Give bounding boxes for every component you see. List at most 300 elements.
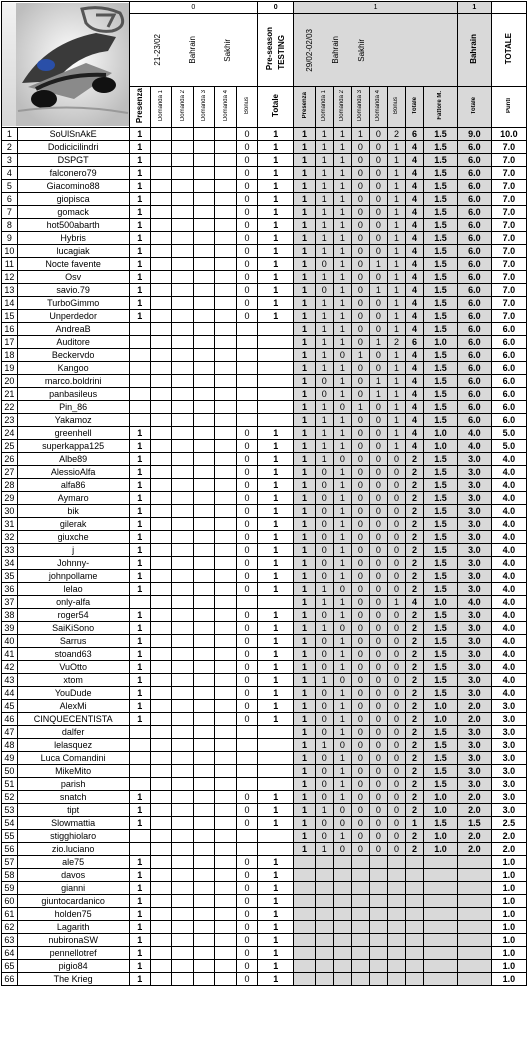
fattore-m-cell: 1.0 xyxy=(424,427,458,440)
totale-cell: 1 xyxy=(258,895,294,908)
rank-cell: 60 xyxy=(2,895,18,908)
domanda-1-cell xyxy=(150,622,171,635)
r1-bonus-cell: 1 xyxy=(387,258,405,271)
domanda-4-cell xyxy=(215,349,236,362)
r1-domanda-2-cell: 1 xyxy=(333,557,351,570)
domanda-1-cell xyxy=(150,193,171,206)
gp-totale-cell: 3.0 xyxy=(457,622,491,635)
r1-bonus-cell: 1 xyxy=(387,596,405,609)
table-row xyxy=(2,453,527,466)
domanda-2-cell xyxy=(172,570,193,583)
domanda-4-cell xyxy=(215,596,236,609)
player-name-cell: snatch xyxy=(17,791,129,804)
r1-domanda-3-cell: 0 xyxy=(351,362,369,375)
r1-domanda-1-cell: 1 xyxy=(315,843,333,856)
domanda-1-cell xyxy=(150,466,171,479)
bonus-cell: 0 xyxy=(236,479,257,492)
r1-totale-cell: 4 xyxy=(405,284,423,297)
r1-domanda-4-cell: 0 xyxy=(369,128,387,141)
presenza-cell: 1 xyxy=(129,245,150,258)
domanda-2-cell xyxy=(172,960,193,973)
event1-date: 29/02-02/03 xyxy=(305,28,315,72)
rank-cell: 27 xyxy=(2,466,18,479)
player-name-cell: greenhell xyxy=(17,427,129,440)
r1-domanda-1-cell: 0 xyxy=(315,492,333,505)
domanda-2-cell xyxy=(172,973,193,986)
bonus-cell: 0 xyxy=(236,505,257,518)
r1-presenza-cell: 1 xyxy=(294,635,315,648)
player-name-cell: ale75 xyxy=(17,856,129,869)
gp-totale-cell: 6.0 xyxy=(457,180,491,193)
domanda-1-cell xyxy=(150,440,171,453)
fattore-m-cell: 1.5 xyxy=(424,726,458,739)
rank-cell: 30 xyxy=(2,505,18,518)
r1-totale-cell: 4 xyxy=(405,323,423,336)
table-row xyxy=(2,518,527,531)
domanda-1-cell xyxy=(150,700,171,713)
r1-domanda-4-cell: 0 xyxy=(369,726,387,739)
r1-domanda-3-cell: 1 xyxy=(351,401,369,414)
table-row xyxy=(2,167,527,180)
r1-bonus-cell: 0 xyxy=(387,583,405,596)
r1-presenza-cell: 1 xyxy=(294,648,315,661)
r1-domanda-3-cell: 0 xyxy=(351,557,369,570)
bonus-cell: 0 xyxy=(236,544,257,557)
fattore-m-cell: 1.5 xyxy=(424,388,458,401)
r1-totale-cell: 2 xyxy=(405,609,423,622)
r1-domanda-1-cell: 1 xyxy=(315,401,333,414)
totale-cell: 1 xyxy=(258,713,294,726)
r1-totale-cell: 4 xyxy=(405,193,423,206)
bonus-cell xyxy=(236,778,257,791)
rank-cell: 9 xyxy=(2,232,18,245)
domanda-3-cell xyxy=(193,752,214,765)
gp-totale-cell: 3.0 xyxy=(457,518,491,531)
fattore-m-cell: 1.5 xyxy=(424,661,458,674)
r1-bonus-cell: 0 xyxy=(387,674,405,687)
r1-domanda-1-cell: 1 xyxy=(315,141,333,154)
r1-domanda-3-cell: 0 xyxy=(351,492,369,505)
presenza-cell: 1 xyxy=(129,258,150,271)
gp-totale-cell: 2.0 xyxy=(457,830,491,843)
punti-cell: 4.0 xyxy=(491,661,526,674)
r1-domanda-1-cell: 1 xyxy=(315,128,333,141)
r1-domanda-3-cell: 0 xyxy=(351,804,369,817)
domanda-4-cell xyxy=(215,674,236,687)
totale-cell: 1 xyxy=(258,882,294,895)
fattore-m-cell: 1.5 xyxy=(424,232,458,245)
r1-presenza-cell: 1 xyxy=(294,466,315,479)
player-name-cell: giuntocardanico xyxy=(17,895,129,908)
table-row xyxy=(2,765,527,778)
table-row xyxy=(2,726,527,739)
r1-domanda-1-cell: 1 xyxy=(315,245,333,258)
table-row xyxy=(2,427,527,440)
bonus-cell: 0 xyxy=(236,895,257,908)
domanda-1-cell xyxy=(150,271,171,284)
domanda-4-cell xyxy=(215,180,236,193)
r1-bonus-cell: 1 xyxy=(387,284,405,297)
domanda-4-cell xyxy=(215,505,236,518)
r1-domanda-1-cell: 1 xyxy=(315,310,333,323)
r1-domanda-2-cell: 0 xyxy=(333,817,351,830)
r1-domanda-2-cell: 0 xyxy=(333,349,351,362)
gp-totale-cell xyxy=(457,908,491,921)
table-row xyxy=(2,648,527,661)
punti-cell: 1.0 xyxy=(491,960,526,973)
r1-totale-cell: 2 xyxy=(405,661,423,674)
r1-domanda-2-cell: 1 xyxy=(333,336,351,349)
rank-cell: 23 xyxy=(2,414,18,427)
r1-presenza-cell: 1 xyxy=(294,219,315,232)
totale-cell xyxy=(258,726,294,739)
r1-bonus-cell: 0 xyxy=(387,726,405,739)
r1-presenza-cell: 1 xyxy=(294,401,315,414)
domanda-2-cell xyxy=(172,596,193,609)
domanda-2-cell xyxy=(172,427,193,440)
totale-cell: 1 xyxy=(258,934,294,947)
domanda-3-cell xyxy=(193,284,214,297)
preseason-info xyxy=(258,14,294,87)
r1-totale-cell: 4 xyxy=(405,362,423,375)
r1-domanda-3-cell xyxy=(351,934,369,947)
r1-domanda-2-cell: 1 xyxy=(333,609,351,622)
domanda-4-cell xyxy=(215,895,236,908)
r1-domanda-2-cell xyxy=(333,947,351,960)
r1-domanda-3-cell: 0 xyxy=(351,141,369,154)
r1-totale-cell: 2 xyxy=(405,739,423,752)
bonus-cell xyxy=(236,843,257,856)
domanda-4-cell xyxy=(215,492,236,505)
r1-domanda-3-cell: 0 xyxy=(351,427,369,440)
r1-presenza-cell: 1 xyxy=(294,232,315,245)
r1-domanda-2-cell: 1 xyxy=(333,466,351,479)
domanda-1-cell xyxy=(150,180,171,193)
r1-domanda-3-cell xyxy=(351,921,369,934)
preseason-line1: Pre-season xyxy=(264,26,274,71)
r1-domanda-2-cell: 1 xyxy=(333,635,351,648)
domanda-1-cell xyxy=(150,882,171,895)
rank-cell: 61 xyxy=(2,908,18,921)
gp-totale-cell: 6.0 xyxy=(457,232,491,245)
table-row xyxy=(2,505,527,518)
table-row xyxy=(2,752,527,765)
rank-cell: 48 xyxy=(2,739,18,752)
r1-domanda-1-cell: 1 xyxy=(315,440,333,453)
r1-domanda-4-cell xyxy=(369,973,387,986)
r1-totale-cell: 4 xyxy=(405,180,423,193)
col-domanda-3: Domanda 3 xyxy=(193,87,214,128)
bonus-cell xyxy=(236,726,257,739)
punti-cell: 3.0 xyxy=(491,791,526,804)
r1-presenza-cell: 1 xyxy=(294,128,315,141)
punti-cell: 3.0 xyxy=(491,700,526,713)
r1-bonus-cell: 1 xyxy=(387,271,405,284)
gp-totale-cell xyxy=(457,882,491,895)
domanda-4-cell xyxy=(215,245,236,258)
player-name-cell: Hybris xyxy=(17,232,129,245)
bonus-cell: 0 xyxy=(236,700,257,713)
punti-cell: 7.0 xyxy=(491,297,526,310)
gp-totale-cell: 6.0 xyxy=(457,297,491,310)
totale-cell: 1 xyxy=(258,921,294,934)
r1-bonus-cell: 0 xyxy=(387,739,405,752)
domanda-3-cell xyxy=(193,232,214,245)
fattore-m-cell: 1.5 xyxy=(424,141,458,154)
fattore-m-cell: 1.5 xyxy=(424,674,458,687)
r1-presenza-cell: 1 xyxy=(294,791,315,804)
r1-domanda-1-cell: 1 xyxy=(315,167,333,180)
player-name-cell: Aymaro xyxy=(17,492,129,505)
punti-cell: 5.0 xyxy=(491,427,526,440)
punti-cell: 6.0 xyxy=(491,375,526,388)
rank-cell: 18 xyxy=(2,349,18,362)
gp-totale-cell xyxy=(457,869,491,882)
gp-totale-cell: 6.0 xyxy=(457,245,491,258)
r1-presenza-cell: 1 xyxy=(294,362,315,375)
event1-info xyxy=(294,14,458,87)
bonus-cell: 0 xyxy=(236,193,257,206)
r1-domanda-3-cell: 0 xyxy=(351,739,369,752)
bonus-cell: 0 xyxy=(236,245,257,258)
domanda-3-cell xyxy=(193,570,214,583)
r1-domanda-4-cell: 0 xyxy=(369,141,387,154)
domanda-4-cell xyxy=(215,934,236,947)
fattore-m-cell: 1.5 xyxy=(424,453,458,466)
bonus-cell xyxy=(236,765,257,778)
table-row xyxy=(2,700,527,713)
domanda-4-cell xyxy=(215,583,236,596)
r1-domanda-4-cell: 0 xyxy=(369,180,387,193)
r1-totale-cell: 2 xyxy=(405,700,423,713)
domanda-4-cell xyxy=(215,388,236,401)
r1-bonus-cell: 0 xyxy=(387,557,405,570)
table-row xyxy=(2,271,527,284)
domanda-1-cell xyxy=(150,323,171,336)
r1-domanda-3-cell: 0 xyxy=(351,206,369,219)
gp-totale-cell: 2.0 xyxy=(457,700,491,713)
table-row xyxy=(2,557,527,570)
domanda-3-cell xyxy=(193,765,214,778)
domanda-4-cell xyxy=(215,557,236,570)
domanda-1-cell xyxy=(150,843,171,856)
r1-presenza-cell: 1 xyxy=(294,440,315,453)
r1-bonus-cell: 0 xyxy=(387,479,405,492)
r1-domanda-2-cell: 1 xyxy=(333,661,351,674)
domanda-4-cell xyxy=(215,375,236,388)
punti-cell: 10.0 xyxy=(491,128,526,141)
r1-domanda-3-cell xyxy=(351,869,369,882)
gp-totale-cell: 4.0 xyxy=(457,427,491,440)
domanda-2-cell xyxy=(172,180,193,193)
gp-totale-cell: 6.0 xyxy=(457,349,491,362)
domanda-1-cell xyxy=(150,869,171,882)
r1-domanda-4-cell: 0 xyxy=(369,323,387,336)
r1-totale-cell: 4 xyxy=(405,414,423,427)
r1-domanda-3-cell: 0 xyxy=(351,778,369,791)
player-name-cell: VuOtto xyxy=(17,661,129,674)
domanda-4-cell xyxy=(215,284,236,297)
domanda-3-cell xyxy=(193,271,214,284)
domanda-2-cell xyxy=(172,258,193,271)
domanda-1-cell xyxy=(150,518,171,531)
r1-domanda-2-cell: 1 xyxy=(333,154,351,167)
gp-totale-cell: 1.5 xyxy=(457,817,491,830)
domanda-4-cell xyxy=(215,791,236,804)
domanda-4-cell xyxy=(215,804,236,817)
table-row xyxy=(2,739,527,752)
player-name-cell: Kangoo xyxy=(17,362,129,375)
presenza-cell xyxy=(129,401,150,414)
gp-totale-cell: 2.0 xyxy=(457,713,491,726)
domanda-3-cell xyxy=(193,336,214,349)
domanda-4-cell xyxy=(215,817,236,830)
r1-domanda-1-cell: 1 xyxy=(315,622,333,635)
r1-bonus-cell: 0 xyxy=(387,713,405,726)
gp-totale-cell xyxy=(457,947,491,960)
r1-presenza-cell: 1 xyxy=(294,141,315,154)
domanda-4-cell xyxy=(215,661,236,674)
r1-domanda-2-cell: 1 xyxy=(333,180,351,193)
r1-bonus-cell: 0 xyxy=(387,752,405,765)
gp-totale-cell: 3.0 xyxy=(457,739,491,752)
domanda-3-cell xyxy=(193,154,214,167)
r1-presenza-cell: 1 xyxy=(294,713,315,726)
r1-domanda-4-cell: 0 xyxy=(369,297,387,310)
r1-domanda-2-cell: 1 xyxy=(333,414,351,427)
round0-number: 0 xyxy=(129,2,258,14)
domanda-1-cell xyxy=(150,557,171,570)
r1-domanda-2-cell xyxy=(333,960,351,973)
domanda-3-cell xyxy=(193,804,214,817)
player-name-cell: davos xyxy=(17,869,129,882)
player-name-cell: gianni xyxy=(17,882,129,895)
punti-cell: 4.0 xyxy=(491,544,526,557)
domanda-2-cell xyxy=(172,817,193,830)
domanda-3-cell xyxy=(193,830,214,843)
player-name-cell: Beckervdo xyxy=(17,349,129,362)
presenza-cell: 1 xyxy=(129,297,150,310)
player-name-cell: tipt xyxy=(17,804,129,817)
domanda-1-cell xyxy=(150,284,171,297)
r1-bonus-cell: 0 xyxy=(387,492,405,505)
totale-cell: 1 xyxy=(258,167,294,180)
player-name-cell: TurboGimmo xyxy=(17,297,129,310)
r1-domanda-4-cell: 1 xyxy=(369,375,387,388)
presenza-cell: 1 xyxy=(129,934,150,947)
domanda-3-cell xyxy=(193,960,214,973)
domanda-4-cell xyxy=(215,258,236,271)
player-name-cell: AndreaB xyxy=(17,323,129,336)
rank-cell: 22 xyxy=(2,401,18,414)
r1-presenza-cell xyxy=(294,947,315,960)
r1-domanda-4-cell: 0 xyxy=(369,362,387,375)
fattore-m-cell: 1.0 xyxy=(424,440,458,453)
r1-domanda-3-cell: 1 xyxy=(351,128,369,141)
presenza-cell: 1 xyxy=(129,713,150,726)
domanda-1-cell xyxy=(150,453,171,466)
r1-totale-cell: 6 xyxy=(405,336,423,349)
player-name-cell: Albe89 xyxy=(17,453,129,466)
fattore-m-cell: 1.5 xyxy=(424,167,458,180)
r1-domanda-4-cell: 0 xyxy=(369,310,387,323)
domanda-3-cell xyxy=(193,791,214,804)
r1-bonus-cell: 1 xyxy=(387,297,405,310)
r1-presenza-cell: 1 xyxy=(294,453,315,466)
bonus-cell: 0 xyxy=(236,856,257,869)
domanda-3-cell xyxy=(193,492,214,505)
totale-cell xyxy=(258,336,294,349)
bonus-cell: 0 xyxy=(236,154,257,167)
r1-domanda-2-cell: 1 xyxy=(333,128,351,141)
table-row xyxy=(2,440,527,453)
presenza-cell xyxy=(129,843,150,856)
totale-cell xyxy=(258,323,294,336)
rank-cell: 33 xyxy=(2,544,18,557)
gp-totale-cell xyxy=(457,960,491,973)
r1-domanda-3-cell: 0 xyxy=(351,375,369,388)
rank-cell: 25 xyxy=(2,440,18,453)
r1-totale-cell: 2 xyxy=(405,531,423,544)
domanda-3-cell xyxy=(193,778,214,791)
player-name-cell: pigio84 xyxy=(17,960,129,973)
r1-bonus-cell xyxy=(387,882,405,895)
gp-label: Bahrain xyxy=(469,33,479,64)
domanda-4-cell xyxy=(215,947,236,960)
domanda-1-cell xyxy=(150,388,171,401)
r1-domanda-1-cell: 0 xyxy=(315,479,333,492)
r1-bonus-cell: 1 xyxy=(387,375,405,388)
r1-totale-cell: 4 xyxy=(405,206,423,219)
rank-cell: 36 xyxy=(2,583,18,596)
r1-presenza-cell: 1 xyxy=(294,778,315,791)
table-row xyxy=(2,310,527,323)
domanda-4-cell xyxy=(215,700,236,713)
fattore-m-cell: 1.5 xyxy=(424,271,458,284)
bonus-cell: 0 xyxy=(236,583,257,596)
r1-totale-cell: 2 xyxy=(405,492,423,505)
r1-bonus-cell xyxy=(387,869,405,882)
totale-cell: 1 xyxy=(258,284,294,297)
r1-domanda-3-cell: 0 xyxy=(351,180,369,193)
bonus-cell: 0 xyxy=(236,687,257,700)
fattore-m-cell xyxy=(424,960,458,973)
domanda-2-cell xyxy=(172,921,193,934)
rank-cell: 54 xyxy=(2,817,18,830)
domanda-1-cell xyxy=(150,544,171,557)
col-bonus: Bonus xyxy=(236,87,257,128)
punti-cell: 1.0 xyxy=(491,921,526,934)
bonus-cell: 0 xyxy=(236,804,257,817)
r1-domanda-3-cell: 1 xyxy=(351,349,369,362)
rank-cell: 44 xyxy=(2,687,18,700)
domanda-2-cell xyxy=(172,856,193,869)
gp-totale-cell: 2.0 xyxy=(457,843,491,856)
punti-cell: 3.0 xyxy=(491,726,526,739)
r1-domanda-1-cell xyxy=(315,882,333,895)
r1-domanda-3-cell: 0 xyxy=(351,830,369,843)
r1-domanda-1-cell: 0 xyxy=(315,258,333,271)
totale-cell xyxy=(258,414,294,427)
r1-domanda-1-cell: 1 xyxy=(315,336,333,349)
r1-domanda-3-cell: 0 xyxy=(351,596,369,609)
r1-presenza-cell: 1 xyxy=(294,596,315,609)
gp-totale-cell: 2.0 xyxy=(457,791,491,804)
domanda-1-cell xyxy=(150,427,171,440)
bonus-cell: 0 xyxy=(236,232,257,245)
domanda-3-cell xyxy=(193,141,214,154)
r1-domanda-4-cell: 1 xyxy=(369,284,387,297)
